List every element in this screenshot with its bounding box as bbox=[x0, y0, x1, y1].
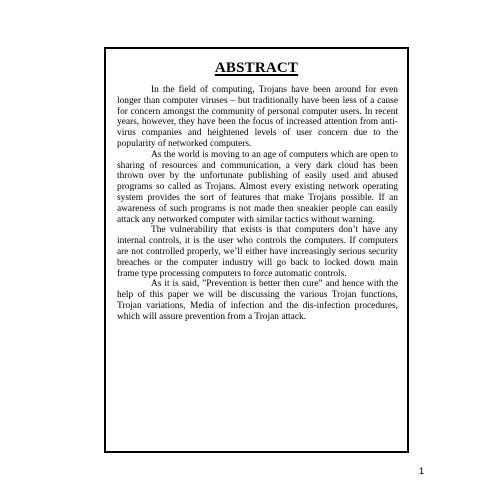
abstract-title bbox=[106, 59, 407, 77]
paragraph-vulnerability: The vulnerability that exists is that computers don’t have any internal controls, it is the user who controls the computers. If computers are not controlled properly, we’ll either have increasingly serious security breaches or the computer industry will go back to locked down main frame type processing computers to force automatic controls. bbox=[117, 225, 398, 279]
abstract-frame bbox=[104, 47, 409, 453]
abstract-title-text: ABSTRACT bbox=[214, 60, 299, 76]
paragraph-prevention: As it is said, ”Prevention is better then cure” and hence with the help of this paper we will be discussing the various Trojan functions, Trojan variations, Media of infection and the dis-infection procedures, which will assure prevention from a Trojan attack. bbox=[117, 279, 398, 322]
abstract-body bbox=[117, 85, 398, 323]
paragraph-intro: In the field of computing, Trojans have been around for even longer than computer viruses – but traditionally have been less of a cause for concern amongst the community of personal computer users. In recent years, however, they have been the focus of increased attention from anti-virus companies and heightened levels of user concern due to the popularity of networked computers. bbox=[117, 85, 398, 149]
page-number: 1 bbox=[419, 466, 425, 476]
paragraph-network-sharing: As the world is moving to an age of computers which are open to sharing of resources and communication, a very dark cloud has been thrown over by the unfortunate publishing of easily used and abused programs so called as Trojans. Almost every existing network operating system provides the sort of features that make Trojans possible. If an awareness of such programs is not made then sneakier people can easily attack any networked computer with similar tactics without warning. bbox=[117, 149, 398, 225]
